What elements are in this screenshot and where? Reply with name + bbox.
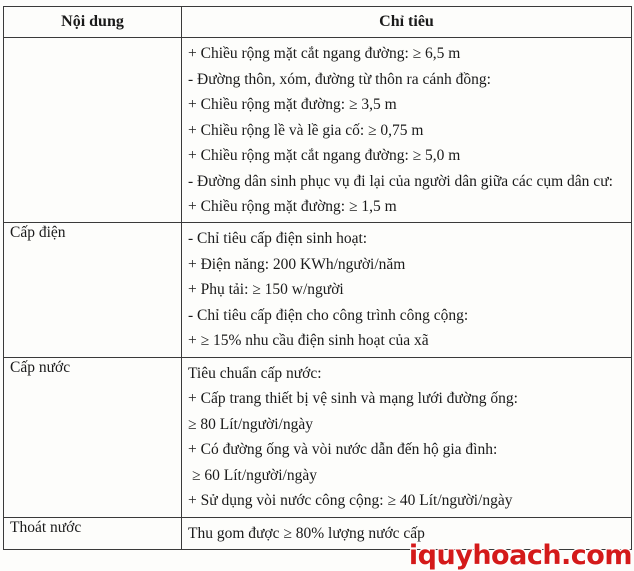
criteria-line: Thu gom được ≥ 80% lượng nước cấp [188,524,425,542]
header-content-column: Nội dung [4,7,182,38]
criteria-line: Tiêu chuẩn cấp nước: [188,364,322,382]
site-watermark: iquyhoach.com [408,540,632,571]
table-row-roads [4,38,632,223]
criteria-line: + Có đường ống và vòi nước dẫn đến hộ gia đình: [188,441,498,458]
criteria-line: + Chiều rộng mặt cắt ngang đường: ≥ 5,0 m [188,147,461,164]
row-label [4,38,182,223]
criteria-line: + Phụ tải: ≥ 150 w/người [188,281,344,298]
criteria-line: + Chiều rộng mặt đường: ≥ 1,5 m [188,197,397,215]
row-label: Cấp điện [4,223,182,358]
row-criteria [182,223,632,358]
row-criteria [182,357,632,517]
table-row-power-supply [4,223,632,358]
criteria-line: ≥ 80 Lít/người/ngày [188,415,313,433]
row-label: Thoát nước [4,517,182,550]
criteria-line: + Sử dụng vòi nước công cộng: ≥ 40 Lít/người/ngày [188,492,513,509]
criteria-line: + Chiều rộng mặt đường: ≥ 3,5 m [188,96,397,113]
criteria-line: + Điện năng: 200 KWh/người/năm [188,255,406,273]
criteria-line: - Đường thôn, xóm, đường từ thôn ra cánh đồng: [188,70,491,88]
criteria-line: ≥ 60 Lít/người/ngày [192,466,317,484]
criteria-line: - Chỉ tiêu cấp điện sinh hoạt: [188,230,368,247]
criteria-line: - Chỉ tiêu cấp điện cho công trình công cộng: [188,306,469,324]
criteria-line: + Chiều rộng lề và lề gia cố: ≥ 0,75 m [188,121,424,139]
criteria-line: + Cấp trang thiết bị vệ sinh và mạng lưới đường ống: [188,390,518,407]
row-label: Cấp nước [4,357,182,517]
criteria-line: + ≥ 15% nhu cầu điện sinh hoạt của xã [188,332,429,349]
header-criteria-column: Chỉ tiêu [182,7,632,38]
planning-criteria-table [3,6,632,550]
criteria-line: - Đường dân sinh phục vụ đi lại của người dân giữa các cụm dân cư: [188,172,613,190]
table-row-water-supply [4,357,632,517]
criteria-line: + Chiều rộng mặt cắt ngang đường: ≥ 6,5 m [188,45,461,62]
row-criteria [182,38,632,223]
table-header-row [4,7,632,38]
